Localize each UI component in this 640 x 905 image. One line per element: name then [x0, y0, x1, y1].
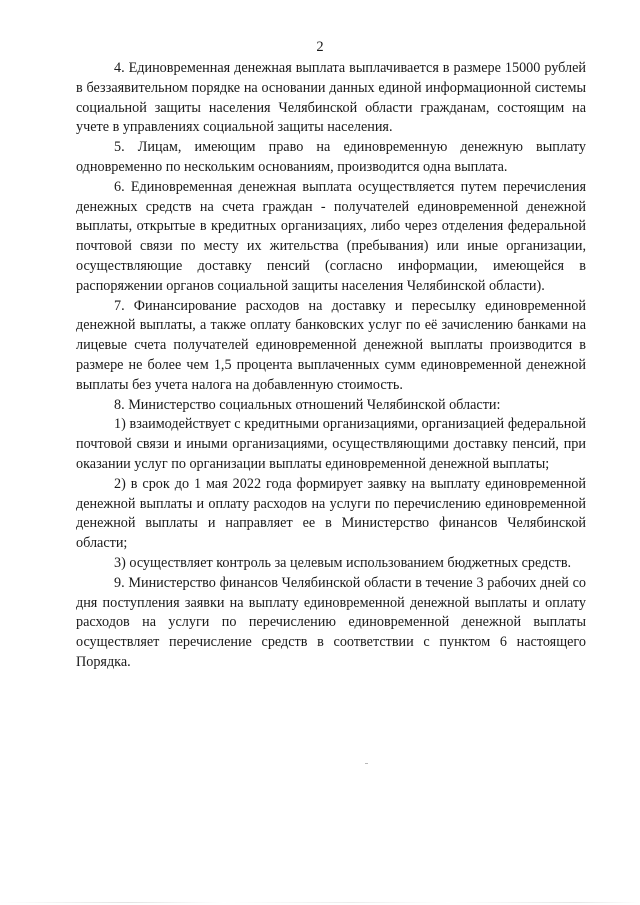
paragraph-item-9: 9. Министерство финансов Челябинской области в течение 3 рабочих дней со дня поступления заявки на выплату единовременной денежной выплаты и оплату расходов на услуги по перечислению единовременной денежной выплаты осуществляет перечисление средств в соответствии с пунктом 6 настоящего Порядка. [76, 574, 586, 670]
paragraph-item-8: 8. Министерство социальных отношений Челябинской области: [114, 396, 501, 413]
paragraph-item-7: 7. Финансирование расходов на доставку и пересылку единовременной денежной выплаты, а также оплату банковских услуг по её зачислению банками на лицевые счета получателей единовременной денежной выплаты производится в размере не более чем 1,5 процента выплаченных сумм единовременной денежной выплаты без учета налога на добавленную стоимость. [76, 297, 586, 393]
page-number: 2 [316, 39, 324, 55]
subparagraph-8-2: 2) в срок до 1 мая 2022 года формирует заявку на выплату единовременной денежной выплаты и оплату расходов на услуги по перечислению единовременной денежной выплаты и направляет ее в Министерство финансов Челябинской области; [76, 475, 586, 552]
subparagraph-8-1: 1) взаимодействует с кредитными организациями, организацией федеральной почтовой связи и иными организациями, осуществляющими доставку пенсий, при оказании услуг по организации выплаты единовременной денежной выплаты; [76, 416, 586, 472]
paragraph-item-6: 6. Единовременная денежная выплата осуществляется путем перечисления денежных средств на счета граждан - получателей единовременной денежной выплаты, открытые в кредитных организациях, либо через отделения федеральной почтовой связи по месту их жительства (пребывания) или иные организации, осуществляющие доставку пенсий (согласно информации, имеющейся в распоряжении органов социальной защиты населения Челябинской области). [76, 178, 586, 294]
scan-speck [365, 763, 368, 764]
paragraph-item-4: 4. Единовременная денежная выплата выплачивается в размере 15000 рублей в беззаявительном порядке на основании данных единой информационной системы социальной защиты населения Челябинской области гражданам, состоящим на учете в управлениях социальной защиты населения. [76, 60, 586, 136]
document-body [76, 59, 586, 673]
scan-bottom-edge [0, 902, 640, 903]
paragraph-item-5: 5. Лицам, имеющим право на единовременную денежную выплату одновременно по нескольким основаниям, производится одна выплата. [76, 139, 586, 175]
subparagraph-8-3: 3) осуществляет контроль за целевым использованием бюджетных средств. [114, 554, 572, 571]
